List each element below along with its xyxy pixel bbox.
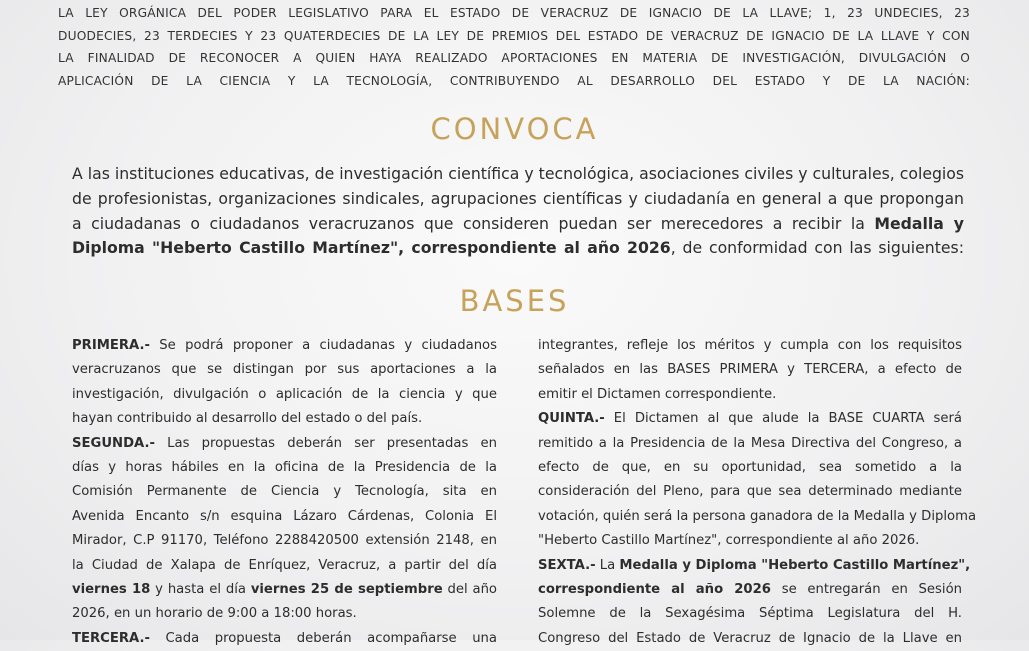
lead-line-4-text: , de conformidad con las siguientes: bbox=[670, 238, 964, 258]
cuarta-line-2: señalados en las BASES PRIMERA y TERCERA, a efecto de bbox=[538, 362, 962, 378]
sexta-label: SEXTA.- bbox=[538, 557, 596, 573]
intro-line-1: LA LEY ORGÁNICA DEL PODER LEGISLATIVO PARA EL ESTADO DE VERACRUZ DE IGNACIO DE LA LLAVE; 1, 23 UNDECIES, 23 bbox=[58, 6, 970, 20]
segunda-line-6: la Ciudad de Xalapa de Enríquez, Veracruz, a partir del día bbox=[72, 557, 497, 573]
lead-line-4 bbox=[72, 236, 964, 261]
lead-line-1: A las instituciones educativas, de investigación científica y tecnológica, asociaciones civiles y culturales, colegios bbox=[72, 164, 965, 183]
intro-line-3: LA FINALIDAD DE RECONOCER A QUIEN HAYA REALIZADO APORTACIONES EN MATERIA DE INVESTIGACIÓN, DIVULGACIÓN O bbox=[58, 51, 970, 65]
segunda-text-1: Las propuestas deberán ser presentadas en bbox=[154, 435, 497, 451]
quinta-label: QUINTA.- bbox=[538, 411, 605, 427]
convoca-heading: CONVOCA bbox=[430, 112, 599, 146]
tercera-text-1: Cada propuesta deberán acompañarse una bbox=[149, 630, 497, 646]
lead-paragraph bbox=[72, 162, 964, 261]
cuarta-line-3: emitir el Dictamen correspondiente. bbox=[538, 386, 777, 402]
lead-line-3-bold: Medalla y bbox=[874, 213, 964, 233]
tercera-label: TERCERA.- bbox=[72, 630, 150, 646]
segunda-line-5: Mirador, C.P 91170, Teléfono 2288420500 extensión 2148, en bbox=[72, 533, 497, 549]
lead-line-3-text: a ciudadanas o ciudadanos veracruzanos que consideren puedan ser merecedores a recibir la bbox=[72, 213, 875, 233]
intro-paragraph bbox=[58, 2, 970, 92]
primera-label: PRIMERA.- bbox=[72, 338, 150, 353]
segunda-line-4: Avenida Encanto s/n esquina Lázaro Cárdenas, Colonia El bbox=[72, 508, 497, 524]
quinta-line-4: consideración del Pleno, para que sea determinado mediante bbox=[538, 484, 962, 500]
sexta-award-year: correspondiente al año 2026 bbox=[538, 582, 771, 598]
quinta-line-5: votación, quién será la persona ganadora de la Medalla y Diploma bbox=[538, 508, 977, 524]
cuarta-line-1: integrantes, refleje los méritos y cumpla con los requisitos bbox=[538, 338, 962, 353]
primera-line-2: veracruzanos que se distingan por sus aportaciones a la bbox=[72, 362, 497, 378]
quinta-line-1 bbox=[538, 407, 962, 431]
primera-line-4: hayan contribuido al desarrollo del estado o del país. bbox=[72, 411, 423, 427]
sexta-line-1 bbox=[538, 554, 971, 578]
quinta-line-6: "Heberto Castillo Martínez", correspondiente al año 2026. bbox=[538, 533, 920, 549]
quinta-text-1: El Dictamen al que alude la BASE CUARTA será bbox=[604, 411, 962, 427]
segunda-date-end: viernes 25 de septiembre bbox=[250, 582, 443, 598]
segunda-line-1 bbox=[72, 432, 497, 456]
intro-line-2: DUODECIES, 23 TERDECIES Y 23 QUATERDECIES DE LA LEY DE PREMIOS DEL ESTADO DE VERACRUZ DE IGNACIO DE LA LLAVE Y CON bbox=[58, 28, 970, 43]
quinta-line-2: remitido a la Presidencia de la Mesa Directiva del Congreso, a bbox=[538, 435, 962, 451]
bases-left-column bbox=[72, 334, 497, 651]
segunda-text-7b: del año bbox=[442, 582, 497, 598]
sexta-line-4: Congreso del Estado de Veracruz de Ignacio de la Llave en bbox=[538, 630, 962, 646]
segunda-label: SEGUNDA.- bbox=[72, 435, 155, 451]
tercera-line-1 bbox=[72, 627, 497, 651]
segunda-line-7 bbox=[72, 578, 497, 602]
sexta-award-name: Medalla y Diploma "Heberto Castillo Martínez", bbox=[619, 557, 971, 573]
bases-right-column bbox=[538, 334, 977, 651]
segunda-date-start: viernes 18 bbox=[72, 582, 151, 598]
lead-line-3 bbox=[72, 212, 964, 237]
bases-heading: BASES bbox=[459, 284, 570, 318]
intro-line-4: APLICACIÓN DE LA CIENCIA Y LA TECNOLOGÍA, CONTRIBUYENDO AL DESARROLLO DEL ESTADO Y DE LA NACIÓN: bbox=[58, 73, 970, 88]
sexta-line-3: Solemne de la Sexagésima Séptima Legislatura del H. bbox=[538, 606, 962, 622]
segunda-line-3: Comisión Permanente de Ciencia y Tecnología, sita en bbox=[72, 484, 497, 500]
segunda-text-7a: y hasta el día bbox=[150, 582, 251, 598]
segunda-line-2: días y horas hábiles en la oficina de la Presidencia de la bbox=[72, 460, 497, 476]
primera-line-3: investigación, divulgación o aplicación de la ciencia y que bbox=[72, 386, 497, 402]
primera-line-1 bbox=[72, 334, 497, 358]
sexta-text-1: La bbox=[595, 557, 620, 573]
lead-line-2: de profesionistas, organizaciones sindicales, agrupaciones científicas y ciudadanía en general a que propongan bbox=[72, 188, 964, 208]
segunda-line-8: 2026, en un horario de 9:00 a 18:00 horas. bbox=[72, 606, 357, 622]
sexta-line-2 bbox=[538, 578, 962, 602]
lead-line-4-bold: Diploma "Heberto Castillo Martínez", correspondiente al año 2026 bbox=[72, 238, 671, 258]
sexta-text-2: se entregarán en Sesión bbox=[770, 582, 962, 598]
primera-text-1: Se podrá proponer a ciudadanas y ciudadanos bbox=[149, 338, 497, 353]
quinta-line-3: efecto de que, en su oportunidad, sea sometido a la bbox=[538, 460, 962, 476]
